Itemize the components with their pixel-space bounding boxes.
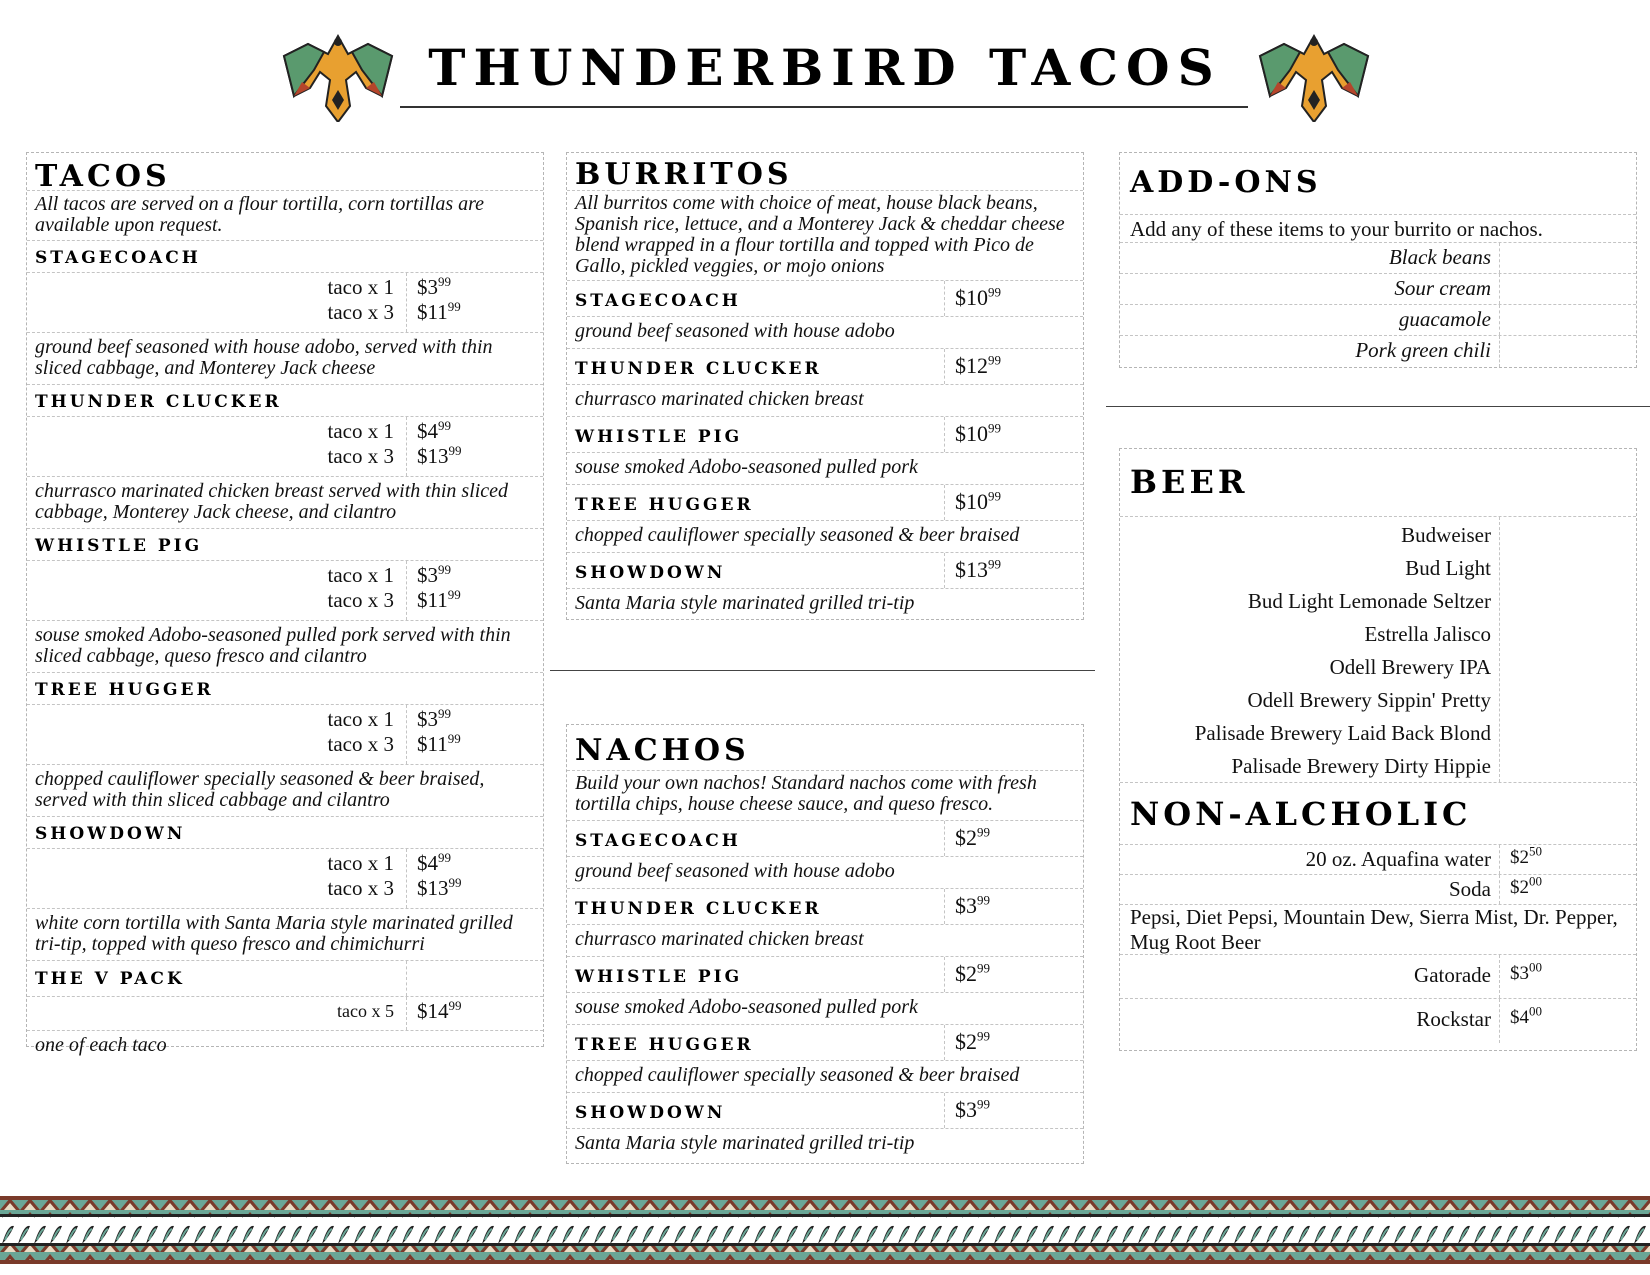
burrito-row — [567, 553, 1083, 589]
item-name: SHOWDOWN — [567, 553, 945, 588]
item-description: ground beef seasoned with house adobo — [567, 317, 1083, 349]
beer-list — [1120, 517, 1636, 783]
item-description: chopped cauliflower specially seasoned & beer braised — [567, 521, 1083, 553]
section-title: NON-ALCHOLIC — [1120, 783, 1636, 845]
price: $\$3^{99}$ — [955, 1096, 990, 1122]
taco-price-row — [27, 417, 543, 477]
price: $\$13^{99}$ — [417, 443, 462, 468]
section-title: BEER — [1120, 449, 1636, 517]
section-intro: All burritos come with choice of meat, house black beans, Spanish rice, lettuce, and a Monterey Jack & cheddar cheese blend wrapped in a flour tortilla and topped with Pico de Gallo, pickled veggies, or mojo onions — [567, 191, 1083, 281]
taco-item-name: STAGECOACH — [27, 241, 543, 273]
addon-name: Pork green chili — [1120, 336, 1500, 367]
taco-description: souse smoked Adobo-seasoned pulled pork served with thin sliced cabbage, queso fresco and cilantro — [27, 621, 543, 673]
qty-label: taco x 3 — [327, 876, 394, 900]
price: $\$11^{99}$ — [417, 299, 461, 324]
tacos-section — [26, 152, 544, 1056]
title-underline — [400, 106, 1248, 108]
qty-label: taco x 1 — [327, 275, 394, 299]
drink-row — [1120, 845, 1636, 875]
beer-name: Bud Light — [1405, 556, 1491, 580]
price: $\$11^{99}$ — [417, 731, 461, 756]
drink-name: Gatorade — [1120, 955, 1500, 998]
item-description: ground beef seasoned with house adobo — [567, 857, 1083, 889]
price: $\$2^{99}$ — [955, 1028, 990, 1054]
burritos-section — [566, 152, 1084, 620]
drink-name: Rockstar — [1120, 999, 1500, 1043]
taco-description: ground beef seasoned with house adobo, served with thin sliced cabbage, and Monterey Jack cheese — [27, 333, 543, 385]
addon-row — [1120, 243, 1636, 274]
nacho-row — [567, 1025, 1083, 1061]
taco-description: white corn tortilla with Santa Maria style marinated grilled tri-tip, topped with queso fresco and chimichurri — [27, 909, 543, 961]
item-name: THUNDER CLUCKER — [567, 889, 945, 924]
decorative-border — [0, 1196, 1650, 1266]
qty-label: taco x 1 — [327, 419, 394, 443]
price: $\$2^{50}$ — [1510, 843, 1542, 868]
price: $\$4^{99}$ — [417, 418, 451, 443]
item-name: TREE HUGGER — [567, 1025, 945, 1060]
beer-name: Odell Brewery Sippin' Pretty — [1247, 688, 1491, 712]
qty-label: taco x 5 — [27, 997, 407, 1030]
beer-name: Palisade Brewery Dirty Hippie — [1231, 754, 1491, 778]
price: $\$3^{99}$ — [417, 562, 451, 587]
price: $\$4^{99}$ — [417, 850, 451, 875]
price: $\$10^{99}$ — [955, 488, 1001, 514]
section-intro: Add any of these items to your burrito or nachos. — [1120, 215, 1636, 243]
burrito-row — [567, 485, 1083, 521]
taco-description: churrasco marinated chicken breast served with thin sliced cabbage, Monterey Jack cheese, and cilantro — [27, 477, 543, 529]
taco-item-name: WHISTLE PIG — [27, 529, 543, 561]
addon-name: Sour cream — [1120, 274, 1500, 304]
addon-row — [1120, 305, 1636, 336]
thunderbird-logo-icon — [1256, 26, 1372, 122]
drink-row — [1120, 955, 1636, 999]
qty-label: taco x 3 — [327, 732, 394, 756]
drink-name: Soda — [1120, 875, 1500, 904]
thunderbird-logo-icon — [280, 26, 396, 122]
qty-label: taco x 3 — [327, 300, 394, 324]
addon-row — [1120, 336, 1636, 367]
item-description: souse smoked Adobo-seasoned pulled pork — [567, 993, 1083, 1025]
taco-item-name: THE V PACK — [27, 961, 407, 996]
price: $\$2^{00}$ — [1510, 873, 1542, 898]
beer-name: Budweiser — [1401, 523, 1491, 547]
drink-row — [1120, 999, 1636, 1043]
taco-description: one of each taco — [35, 1034, 167, 1056]
section-title: ADD-ONS — [1120, 153, 1636, 215]
item-description: chopped cauliflower specially seasoned & beer braised — [567, 1061, 1083, 1093]
item-name: STAGECOACH — [567, 821, 945, 856]
section-divider — [550, 670, 1095, 671]
qty-label: taco x 1 — [327, 563, 394, 587]
drink-row — [1120, 875, 1636, 905]
price: $\$2^{99}$ — [955, 824, 990, 850]
restaurant-title: THUNDERBIRD TACOS — [428, 38, 1222, 97]
item-description: souse smoked Adobo-seasoned pulled pork — [567, 453, 1083, 485]
item-description: churrasco marinated chicken breast — [567, 385, 1083, 417]
item-name: STAGECOACH — [567, 281, 945, 316]
price: $\$13^{99}$ — [417, 875, 462, 900]
qty-label: taco x 1 — [327, 851, 394, 875]
item-name: SHOWDOWN — [567, 1093, 945, 1128]
nacho-row — [567, 889, 1083, 925]
section-intro: Build your own nachos! Standard nachos come with fresh tortilla chips, house cheese sauce, and queso fresco. — [567, 771, 1083, 821]
addon-row — [1120, 274, 1636, 305]
menu-header — [0, 0, 1650, 120]
drink-name: 20 oz. Aquafina water — [1120, 845, 1500, 874]
beer-name: Odell Brewery IPA — [1329, 655, 1491, 679]
price: $\$11^{99}$ — [417, 587, 461, 612]
section-title: TACOS — [27, 153, 543, 191]
price: $\$12^{99}$ — [955, 352, 1001, 378]
vpack-name-row — [27, 961, 543, 997]
addon-name: guacamole — [1120, 305, 1500, 335]
item-description: churrasco marinated chicken breast — [567, 925, 1083, 957]
price: $\$14^{99}$ — [417, 998, 462, 1023]
burrito-row — [567, 349, 1083, 385]
qty-label: taco x 3 — [327, 444, 394, 468]
burrito-row — [567, 417, 1083, 453]
price: $\$3^{99}$ — [417, 274, 451, 299]
item-name: TREE HUGGER — [567, 485, 945, 520]
nacho-row — [567, 821, 1083, 857]
nachos-section — [566, 724, 1084, 1164]
beer-section — [1119, 448, 1637, 1051]
taco-item-name: THUNDER CLUCKER — [27, 385, 543, 417]
price: $\$4^{00}$ — [1510, 1003, 1542, 1028]
item-name: THUNDER CLUCKER — [567, 349, 945, 384]
item-description: Santa Maria style marinated grilled tri-tip — [575, 1132, 915, 1154]
section-divider — [1106, 406, 1650, 407]
addon-name: Black beans — [1120, 243, 1500, 273]
price: $\$10^{99}$ — [955, 420, 1001, 446]
beer-name: Estrella Jalisco — [1364, 622, 1491, 646]
price: $\$2^{99}$ — [955, 960, 990, 986]
price: $\$3^{99}$ — [955, 892, 990, 918]
nacho-row — [567, 1093, 1083, 1129]
soda-flavors: Pepsi, Diet Pepsi, Mountain Dew, Sierra Mist, Dr. Pepper, Mug Root Beer — [1120, 905, 1636, 955]
taco-item-name: TREE HUGGER — [27, 673, 543, 705]
price: $\$3^{99}$ — [417, 706, 451, 731]
taco-price-row — [27, 849, 543, 909]
price: $\$10^{99}$ — [955, 284, 1001, 310]
taco-price-row — [27, 561, 543, 621]
beer-name: Bud Light Lemonade Seltzer — [1247, 589, 1491, 613]
taco-description: chopped cauliflower specially seasoned & beer braised, served with thin sliced cabbage and cilantro — [27, 765, 543, 817]
taco-item-name: SHOWDOWN — [27, 817, 543, 849]
section-title: BURRITOS — [567, 153, 1083, 191]
item-name: WHISTLE PIG — [567, 957, 945, 992]
nacho-row — [567, 957, 1083, 993]
qty-label: taco x 1 — [327, 707, 394, 731]
taco-price-row — [27, 705, 543, 765]
section-intro: All tacos are served on a flour tortilla, corn tortillas are available upon request. — [27, 191, 543, 241]
taco-price-row — [27, 273, 543, 333]
vpack-price-row — [27, 997, 543, 1031]
price: $\$3^{00}$ — [1510, 959, 1542, 984]
item-description: Santa Maria style marinated grilled tri-tip — [575, 592, 915, 614]
beer-name: Palisade Brewery Laid Back Blond — [1194, 721, 1491, 745]
section-title: NACHOS — [567, 725, 1083, 771]
qty-label: taco x 3 — [327, 588, 394, 612]
burrito-row — [567, 281, 1083, 317]
item-name: WHISTLE PIG — [567, 417, 945, 452]
addons-section — [1119, 152, 1637, 368]
price: $\$13^{99}$ — [955, 556, 1001, 582]
